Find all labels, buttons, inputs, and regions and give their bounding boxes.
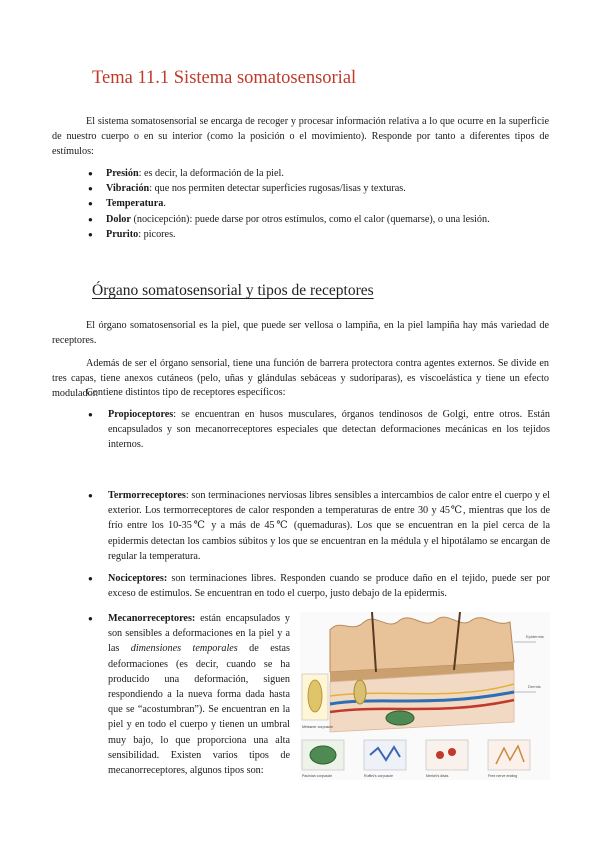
list-item: ● Temperatura. — [106, 196, 526, 211]
label-dermis: Dermis — [528, 684, 541, 689]
paragraph-skin: El órgano somatosensorial es la piel, que puede ser vellosa o lampiña, en la piel lampiña hay más variedad de receptores. — [52, 320, 549, 347]
receptor-proprioceptors: ● Propioceptores: se encuentran en husos musculares, órganos tendinosos de Golgi, entre otros. Están encapsulados y son mecanorreceptores especiales que detectan deformaciones mecánicas en los tejidos internos. — [88, 409, 550, 451]
receptor-nociceptors: ● Nociceptores: son terminaciones libres. Responden cuando se produce daño en el tejido, puede ser por exceso de estímulos. Se encuentran en todo el cuerpo, justo debajo de la epidermis. — [88, 573, 550, 600]
intro-paragraph: El sistema somatosensorial se encarga de recoger y procesar información relativa a lo que ocurre en la superficie de nuestro cuerpo o en su interior (como la posición o el movimiento). Responde por tanto a diferentes tipos de estímulos: — [52, 116, 549, 158]
paragraph-barrier: Además de ser el órgano sensorial, tiene una función de barrera protectora contra agentes externos. Se divide en tres capas, tiene anexos cutáneos (pelo, uñas y glándulas sebáceas y sudoríparas), es viscoelástica y tiene un efecto modulador. — [52, 358, 549, 400]
skin-receptors-figure — [300, 612, 550, 780]
section-title: Órgano somatosensorial y tipos de receptores — [92, 282, 374, 299]
label-pacinian: Pacinian corpuscle — [302, 774, 333, 778]
list-item: ● Prurito: picores. — [106, 227, 526, 242]
label-meissner: Meissner corpuscle — [302, 725, 333, 729]
receptor-thermoreceptors: ● Termorreceptores: son terminaciones nerviosas libres sensibles a intercambios de calor entre el cuerpo y el exterior. Los termorreceptores de calor responden a temperaturas de entre 30 y 45℃, mientras que los de frío entre los 10-35℃ y a más de 45℃ (quemaduras). Los que se encuentran en la piel cerca de la epidermis detectan los cambios súbitos y los que se encuentran en la médula y el hipotálamo se encargan de regular la temperatura. — [88, 490, 550, 562]
stimuli-list — [106, 166, 526, 242]
label-ruffini: Ruffini's corpuscle — [364, 774, 393, 778]
receptor-mechanoreceptors: ● Mecanorreceptores: están encapsulados y son sensibles a deformaciones en la piel y a las dimensiones temporales de estas deformaciones (es decir, cuando se ha producido una deformación, siguen respondiendo a la nueva forma dada hasta que se “acostumbran”). Se encuentran en la piel y en todo el cuerpo y tienen un umbral muy bajo, lo que proporciona una alta sensibilidad. Existen varios tipos de mecanorreceptores, algunos tipos son: — [88, 613, 291, 777]
list-item: ● Presión: es decir, la deformación de la piel. — [106, 166, 526, 181]
paragraph-receptors-intro: Contiene distintos tipo de receptores específicos: — [86, 387, 286, 398]
label-epidermis: Epidermis — [526, 634, 544, 639]
label-free-nerve: Free nerve ending — [488, 774, 518, 778]
list-item: ● Vibración: que nos permiten detectar superficies rugosas/lisas y texturas. — [106, 181, 526, 196]
list-item: ● Dolor (nocicepción): puede darse por otros estímulos, como el calor (quemarse), o una lesión. — [106, 212, 526, 227]
label-merkel: Merkel's disks — [426, 774, 449, 778]
skin-cross-section-illustration — [300, 612, 550, 780]
page-title: Tema 11.1 Sistema somatosensorial — [92, 68, 357, 88]
